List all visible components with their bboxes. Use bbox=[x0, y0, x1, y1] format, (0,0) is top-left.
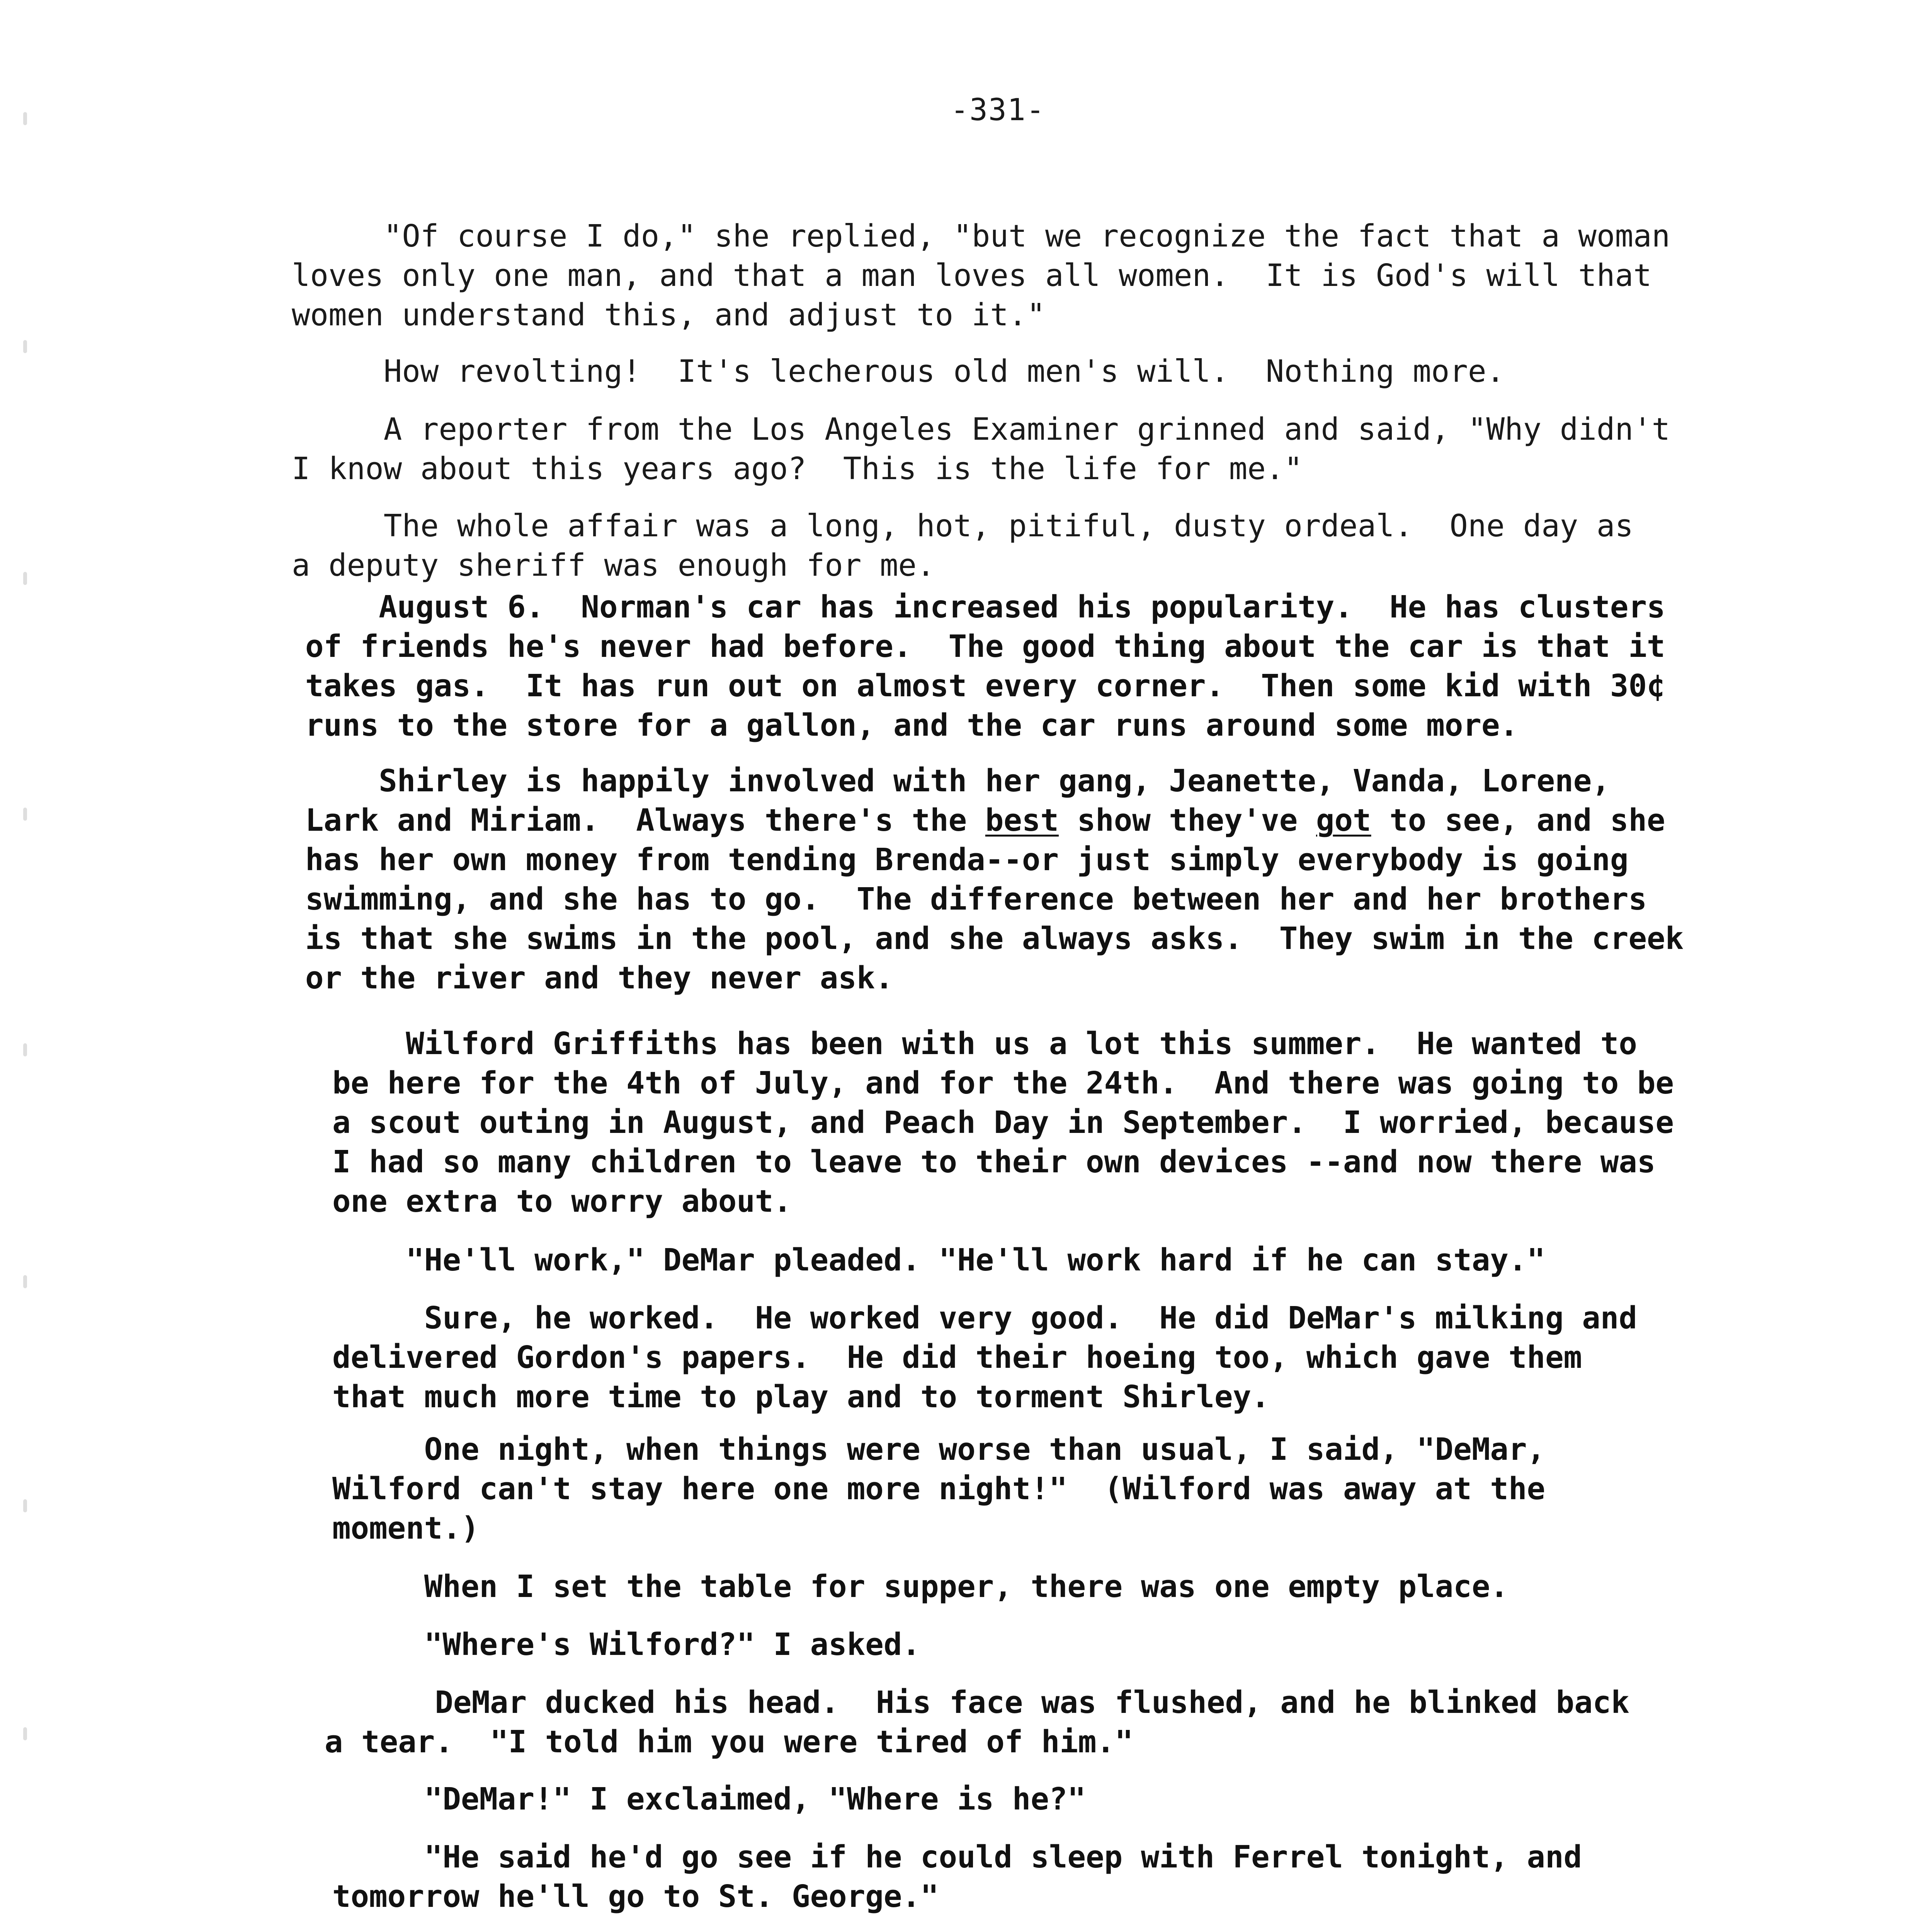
text-line: that much more time to play and to torment Shirley. bbox=[332, 1379, 1270, 1415]
text-line: swimming, and she has to go. The difference between her and her brothers bbox=[305, 881, 1647, 917]
punch-hole-mark bbox=[23, 1727, 27, 1740]
punch-hole-mark bbox=[23, 1275, 27, 1288]
text-fragment: show they've bbox=[1059, 803, 1316, 838]
text-line: a scout outing in August, and Peach Day in September. I worried, because bbox=[332, 1105, 1674, 1140]
text-line: has her own money from tending Brenda--or just simply everybody is going bbox=[305, 842, 1629, 878]
text-line: When I set the table for supper, there was one empty place. bbox=[332, 1569, 1509, 1604]
paragraph bbox=[332, 1779, 1086, 1819]
paragraph bbox=[292, 352, 1505, 391]
text-fragment: to see, and she bbox=[1371, 803, 1665, 838]
paragraph bbox=[332, 1430, 1545, 1548]
text-line: August 6. Norman's car has increased his popularity. He has clusters bbox=[305, 589, 1665, 625]
paragraph bbox=[305, 761, 1684, 998]
text-line: a tear. "I told him you were tired of him." bbox=[325, 1724, 1133, 1760]
text-line: or the river and they never ask. bbox=[305, 960, 893, 996]
text-line: DeMar ducked his head. His face was flushed, and he blinked back bbox=[325, 1685, 1629, 1720]
text-line: A reporter from the Los Angeles Examiner grinned and said, "Why didn't bbox=[292, 412, 1670, 447]
text-line: women understand this, and adjust to it." bbox=[292, 297, 1046, 333]
punch-hole-mark bbox=[23, 112, 27, 125]
text-line: Sure, he worked. He worked very good. He did DeMar's milking and bbox=[332, 1300, 1637, 1336]
text-line: Shirley is happily involved with her gang, Jeanette, Vanda, Lorene, bbox=[305, 763, 1610, 799]
text-line: loves only one man, and that a man loves all women. It is God's will that bbox=[292, 258, 1652, 293]
paragraph-diary-entry bbox=[305, 587, 1665, 745]
paragraph bbox=[292, 506, 1633, 585]
text-line: runs to the store for a gallon, and the car runs around some more. bbox=[305, 707, 1519, 743]
punch-hole-mark bbox=[23, 1043, 27, 1056]
text-line: is that she swims in the pool, and she always asks. They swim in the creek bbox=[305, 921, 1684, 956]
paragraph bbox=[332, 1837, 1582, 1916]
text-line: tomorrow he'll go to St. George." bbox=[332, 1879, 939, 1914]
text-fragment: Lark and Miriam. Always there's the bbox=[305, 803, 985, 838]
text-line: I had so many children to leave to their own devices --and now there was bbox=[332, 1144, 1656, 1180]
text-line: The whole affair was a long, hot, pitiful, dusty ordeal. One day as bbox=[292, 508, 1634, 544]
text-line: Wilford can't stay here one more night!" (Wilford was away at the bbox=[332, 1471, 1546, 1507]
text-line: "Where's Wilford?" I asked. bbox=[332, 1627, 920, 1662]
text-line: "DeMar!" I exclaimed, "Where is he?" bbox=[332, 1781, 1086, 1817]
paragraph bbox=[292, 410, 1670, 488]
paragraph bbox=[325, 1683, 1629, 1762]
punch-hole-mark bbox=[23, 572, 27, 585]
paragraph bbox=[292, 216, 1670, 335]
text-line: "He'll work," DeMar pleaded. "He'll work hard if he can stay." bbox=[332, 1242, 1546, 1278]
paragraph bbox=[332, 1567, 1509, 1606]
punch-hole-mark bbox=[23, 1499, 27, 1512]
text-line: a deputy sheriff was enough for me. bbox=[292, 548, 935, 583]
text-line: one extra to worry about. bbox=[332, 1184, 792, 1219]
text-line: "Of course I do," she replied, "but we recognize the fact that a woman bbox=[292, 218, 1670, 254]
paragraph bbox=[332, 1240, 1545, 1280]
text-line: One night, when things were worse than usual, I said, "DeMar, bbox=[332, 1432, 1546, 1467]
punch-hole-mark bbox=[23, 340, 27, 353]
text-line: be here for the 4th of July, and for the 24th. And there was going to be bbox=[332, 1065, 1674, 1101]
page-number: -331- bbox=[951, 93, 1045, 128]
text-line: I know about this years ago? This is the life for me." bbox=[292, 451, 1303, 486]
paragraph bbox=[332, 1024, 1674, 1221]
underlined-word: best bbox=[985, 803, 1059, 838]
paragraph bbox=[332, 1625, 920, 1664]
punch-hole-mark bbox=[23, 808, 27, 821]
text-line: How revolting! It's lecherous old men's will. Nothing more. bbox=[292, 354, 1505, 389]
underlined-word: got bbox=[1316, 803, 1371, 838]
text-line: Wilford Griffiths has been with us a lot this summer. He wanted to bbox=[332, 1026, 1637, 1061]
text-line: takes gas. It has run out on almost every corner. Then some kid with 30¢ bbox=[305, 668, 1665, 704]
text-line: of friends he's never had before. The good thing about the car is that it bbox=[305, 629, 1665, 664]
text-line: "He said he'd go see if he could sleep with Ferrel tonight, and bbox=[332, 1839, 1582, 1875]
text-line: moment.) bbox=[332, 1510, 480, 1546]
text-line: delivered Gordon's papers. He did their hoeing too, which gave them bbox=[332, 1340, 1582, 1375]
paragraph bbox=[332, 1298, 1637, 1417]
